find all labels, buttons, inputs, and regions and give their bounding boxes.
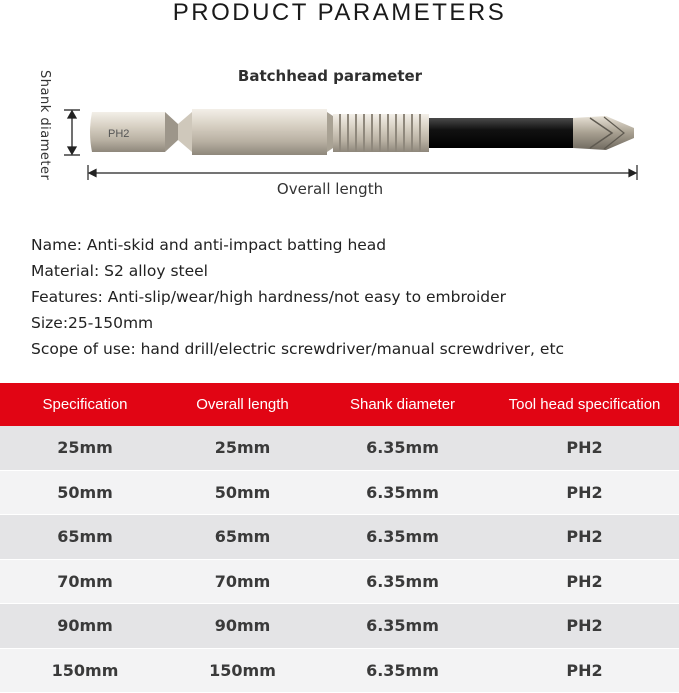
header-overall-length: Overall length xyxy=(170,383,315,426)
diagram-title: Batchhead parameter xyxy=(237,67,423,85)
cell-overall-length: 50mm xyxy=(170,470,315,515)
cell-shank-diameter: 6.35mm xyxy=(315,559,490,604)
bit-tip xyxy=(573,116,634,150)
cell-overall-length: 65mm xyxy=(170,515,315,560)
table-header-row xyxy=(0,383,679,426)
spec-features: Features: Anti-slip/wear/high hardness/not easy to embroider xyxy=(31,288,507,306)
cell-tool-head: PH2 xyxy=(490,648,679,693)
spec-material: Material: S2 alloy steel xyxy=(31,262,208,280)
cell-overall-length: 150mm xyxy=(170,648,315,693)
cell-tool-head: PH2 xyxy=(490,426,679,470)
cell-overall-length: 25mm xyxy=(170,426,315,470)
bit-shaft xyxy=(429,118,573,148)
bit-marking: PH2 xyxy=(108,128,130,140)
table-row xyxy=(0,559,679,604)
bit-ribs xyxy=(333,114,429,152)
shank-dimension-marker xyxy=(64,110,80,155)
length-dimension-marker xyxy=(88,165,637,180)
header-shank-diameter: Shank diameter xyxy=(315,383,490,426)
cell-specification: 25mm xyxy=(0,426,170,470)
cell-tool-head: PH2 xyxy=(490,470,679,515)
cell-specification: 90mm xyxy=(0,604,170,649)
table-row xyxy=(0,515,679,560)
cell-shank-diameter: 6.35mm xyxy=(315,604,490,649)
header-tool-head: Tool head specification xyxy=(490,383,679,426)
cell-specification: 150mm xyxy=(0,648,170,693)
table-row xyxy=(0,648,679,693)
spec-size: Size:25-150mm xyxy=(31,314,154,332)
cell-specification: 50mm xyxy=(0,470,170,515)
spec-name: Name: Anti-skid and anti-impact batting head xyxy=(31,236,387,254)
cell-shank-diameter: 6.35mm xyxy=(315,426,490,470)
header-specification: Specification xyxy=(0,383,170,426)
product-specs xyxy=(31,232,564,362)
table-row xyxy=(0,470,679,515)
cell-overall-length: 70mm xyxy=(170,559,315,604)
page-title: PRODUCT PARAMETERS xyxy=(172,0,507,26)
parameters-table xyxy=(0,383,679,693)
shank-diameter-label: Shank diameter xyxy=(37,70,52,181)
cell-shank-diameter: 6.35mm xyxy=(315,470,490,515)
cell-specification: 70mm xyxy=(0,559,170,604)
table-row xyxy=(0,426,679,470)
overall-length-label: Overall length xyxy=(230,180,430,198)
spec-scope: Scope of use: hand drill/electric screwdriver/manual screwdriver, etc xyxy=(31,340,565,358)
cell-overall-length: 90mm xyxy=(170,604,315,649)
table-row xyxy=(0,604,679,649)
cell-specification: 65mm xyxy=(0,515,170,560)
cell-tool-head: PH2 xyxy=(490,559,679,604)
cell-shank-diameter: 6.35mm xyxy=(315,515,490,560)
cell-tool-head: PH2 xyxy=(490,604,679,649)
cell-tool-head: PH2 xyxy=(490,515,679,560)
cell-shank-diameter: 6.35mm xyxy=(315,648,490,693)
